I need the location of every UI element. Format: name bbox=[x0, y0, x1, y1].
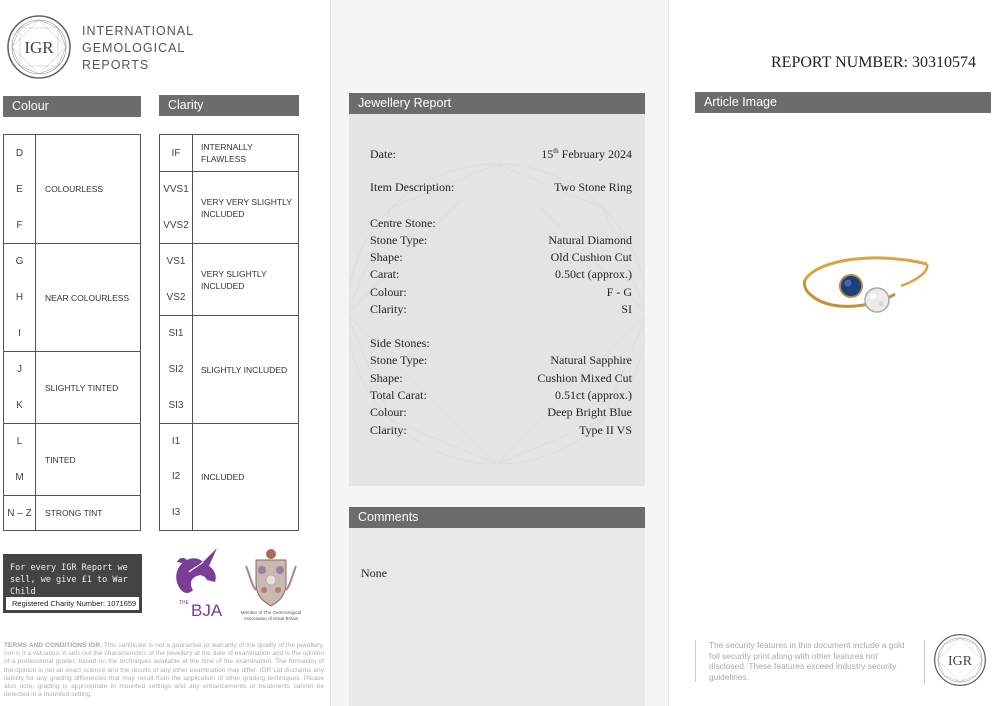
clarity-group-si: SI1 SI2 SI3 SLIGHTLY INCLUDED bbox=[160, 315, 298, 423]
side-clarity-row: Clarity: Type II VS bbox=[370, 423, 632, 437]
comments-header: Comments bbox=[349, 507, 645, 528]
colour-group-near-colourless: G H I NEAR COLOURLESS bbox=[4, 243, 140, 351]
colour-group-colourless: D E F COLOURLESS bbox=[4, 135, 140, 243]
side-stone-type-row: Stone Type: Natural Sapphire bbox=[370, 353, 632, 367]
colour-scale-table bbox=[3, 134, 141, 531]
clarity-group-vvs: VVS1 VVS2 VERY VERY SLIGHTLY INCLUDED bbox=[160, 171, 298, 243]
svg-text:THE: THE bbox=[179, 600, 189, 606]
side-total-carat-row: Total Carat: 0.51ct (approx.) bbox=[370, 388, 632, 402]
svg-text:IGR: IGR bbox=[948, 653, 972, 669]
crest-icon bbox=[240, 546, 302, 610]
gemmological-association-crest: Member of The Gemmological Association of Great Britain bbox=[240, 546, 302, 628]
svg-text:IGR: IGR bbox=[24, 38, 54, 57]
article-image-header: Article Image bbox=[695, 92, 991, 113]
comments-body bbox=[349, 528, 645, 706]
jewellery-report-panel bbox=[330, 0, 668, 706]
clarity-header: Clarity bbox=[159, 95, 299, 116]
clarity-group-if: IF INTERNALLY FLAWLESS bbox=[160, 135, 298, 171]
grading-scales-panel bbox=[0, 0, 330, 706]
side-shape-row: Shape: Cushion Mixed Cut bbox=[370, 371, 632, 385]
centre-stone-title: Centre Stone: bbox=[370, 216, 436, 230]
centre-stone-type-row: Stone Type: Natural Diamond bbox=[370, 233, 632, 247]
ring-image bbox=[799, 250, 934, 330]
colour-group-strong-tint: N – Z STRONG TINT bbox=[4, 495, 140, 530]
divider bbox=[924, 640, 925, 684]
terms-and-conditions: TERMS AND CONDITIONS IGR. This certificate is not a guarantee or warranty of the quality of the jewellery, nor is it a valuation. It sets out the characteristics of the jewellery at the date of examination and is the opinion of a professional grader, based on the techniques available at the time of the examination. The formation of the opinion is not an exact science and the results of any other examination may differ. IGR Ltd disclaims any liability for any grading differences that may result from the application of other grading techniques. Please also note, grading is approximate in mounted settings and any enhancements or treatments cannot be detected in a mounted setting. bbox=[4, 642, 324, 699]
clarity-group-vs: VS1 VS2 VERY SLIGHTLY INCLUDED bbox=[160, 243, 298, 315]
igr-logo bbox=[6, 14, 72, 80]
item-description-row: Item Description: Two Stone Ring bbox=[370, 180, 632, 194]
svg-text:BJA: BJA bbox=[191, 601, 223, 620]
charity-registration: Registered Charity Number: 1071659 bbox=[6, 597, 139, 610]
security-note: The security features in this document include a gold foil security print along with other features not disclosed. These features exceed industry security guidelines. bbox=[695, 640, 909, 682]
igr-small-logo bbox=[933, 633, 987, 687]
centre-carat-row: Carat: 0.50ct (approx.) bbox=[370, 267, 632, 281]
clarity-scale-table bbox=[159, 134, 299, 531]
bja-unicorn-logo bbox=[163, 546, 233, 622]
side-colour-row: Colour: Deep Bright Blue bbox=[370, 405, 632, 419]
comments-text: None bbox=[361, 566, 387, 580]
clarity-group-included: I1 I2 I3 INCLUDED bbox=[160, 423, 298, 530]
colour-header: Colour bbox=[3, 96, 141, 117]
organisation-name: INTERNATIONAL GEMOLOGICAL REPORTS bbox=[82, 24, 195, 72]
jewellery-report-header: Jewellery Report bbox=[349, 93, 645, 114]
date-row: Date: 15th February 2024 bbox=[370, 147, 632, 161]
centre-clarity-row: Clarity: SI bbox=[370, 302, 632, 316]
centre-shape-row: Shape: Old Cushion Cut bbox=[370, 250, 632, 264]
charity-box: For every IGR Report we sell, we give £1 to War Child Registered Charity Number: 1071659 bbox=[3, 554, 142, 613]
article-image-panel bbox=[668, 0, 1000, 706]
centre-colour-row: Colour: F - G bbox=[370, 285, 632, 299]
colour-group-slightly-tinted: J K SLIGHTLY TINTED bbox=[4, 351, 140, 423]
colour-group-tinted: L M TINTED bbox=[4, 423, 140, 495]
side-stones-title: Side Stones: bbox=[370, 336, 430, 350]
report-number: REPORT NUMBER: 30310574 bbox=[771, 54, 976, 71]
